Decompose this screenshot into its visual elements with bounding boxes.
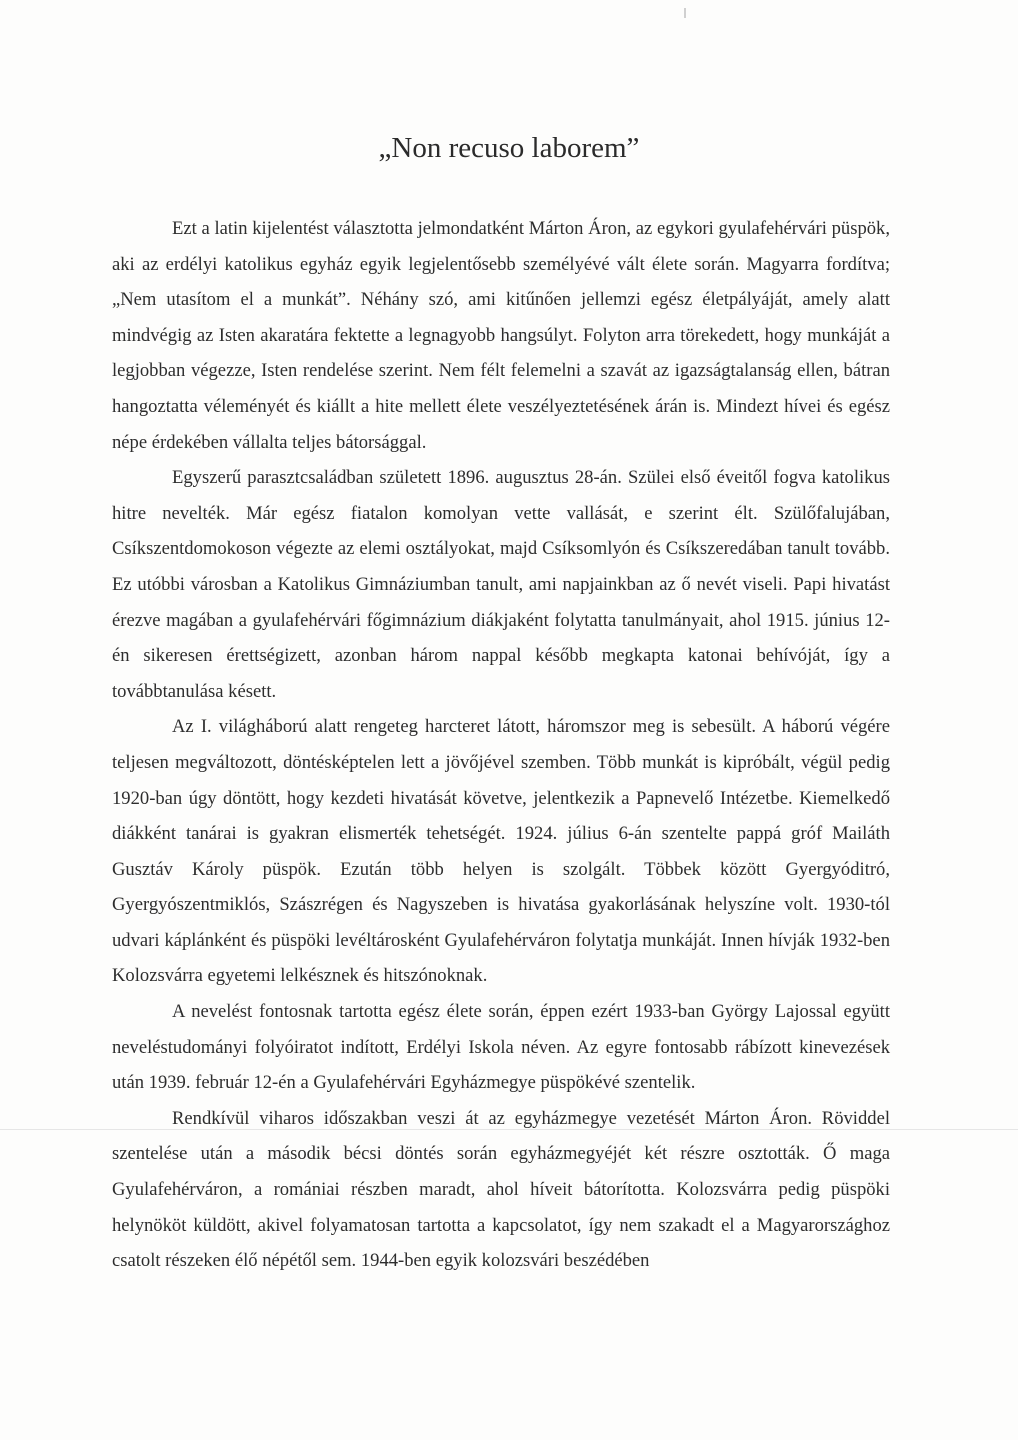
paragraph-4: A nevelést fontosnak tartotta egész élete során, éppen ezért 1933-ban György Lajossal együtt neveléstudományi folyóiratot indított, Erdélyi Iskola néven. Az egyre fontosabb rábízott kinevezések után 1939. február 12-én a Gyulafehérvári Egyházmegye püspökévé szentelik. — [112, 1001, 890, 1094]
scan-seam-line — [0, 1129, 1018, 1130]
document-body — [112, 211, 890, 1279]
paragraph-1: Ezt a latin kijelentést választotta jelmondatként Márton Áron, az egykori gyulafehérvári püspök, aki az erdélyi katolikus egyház egyik legjelentősebb személyévé vált élete során. Magyarra fordítva; „Nem utasítom el a munkát”. Néhány szó, ami kitűnően jellemzi egész életpályáját, amely alatt mindvégig az Isten akaratára fektette a legnagyobb hangsúlyt. Folyton arra törekedett, hogy munkáját a legjobban végezze, Isten rendelése szerint. Nem félt felemelni a szavát az igazságtalanság ellen, bátran hangoztatta véleményét és kiállt a hite mellett élete veszélyeztetésének árán is. Mindezt hívei és egész népe érdekében vállalta teljes bátorsággal. — [112, 218, 890, 453]
scan-speck — [684, 8, 686, 18]
paragraph-5: Rendkívül viharos időszakban veszi át az egyházmegye vezetését Márton Áron. Röviddel szentelése után a második bécsi döntés során egyházmegyéjét két részre osztották. Ő maga Gyulafehérváron, a romániai részben maradt, ahol híveit bátorította. Kolozsvárra pedig püspöki helynököt küldött, akivel folyamatosan tartotta a kapcsolatot, így nem szakadt el a Magyarországhoz csatolt részeken élő népétől sem. 1944-ben egyik kolozsvári beszédében — [112, 1107, 890, 1272]
paragraph-3: Az I. világháború alatt rengeteg harcteret látott, háromszor meg is sebesült. A háború végére teljesen megváltozott, döntésképtelen lett a jövőjével szemben. Több munkát is kipróbált, végül pedig 1920-ban úgy döntött, hogy kezdeti hivatását követve, jelentkezik a Papnevelő Intézetbe. Kiemelkedő diákként tanárai is gyakran elismerték tehetségét. 1924. július 6-án szentelte pappá gróf Mailáth Gusztáv Károly püspök. Ezután több helyen is szolgált. Többek között Gyergyóditró, Gyergyószentmiklós, Szászrégen és Nagyszeben is hivatása gyakorlásának helyszíne volt. 1930-tól udvari káplánként és püspöki levéltárosként Gyulafehérváron folytatja munkáját. Innen hívják 1932-ben Kolozsvárra egyetemi lelkésznek és hitszónoknak. — [112, 716, 890, 987]
paragraph-2: Egyszerű parasztcsaládban született 1896. augusztus 28-án. Szülei első éveitől fogva katolikus hitre nevelték. Már egész fiatalon komolyan vette vallását, e szerint élt. Szülőfalujában, Csíkszentdomokoson végezte az elemi osztályokat, majd Csíksomlyón és Csíkszeredában tanult tovább. Ez utóbbi városban a Katolikus Gimnáziumban tanult, ami napjainkban az ő nevét viseli. Papi hivatást érezve magában a gyulafehérvári főgimnázium diákjaként folytatta tanulmányait, ahol 1915. június 12-én sikeresen érettségizett, azonban három nappal később megkapta katonai behívóját, így a továbbtanulása késett. — [112, 467, 890, 702]
document-title: „Non recuso laborem” — [378, 132, 640, 164]
